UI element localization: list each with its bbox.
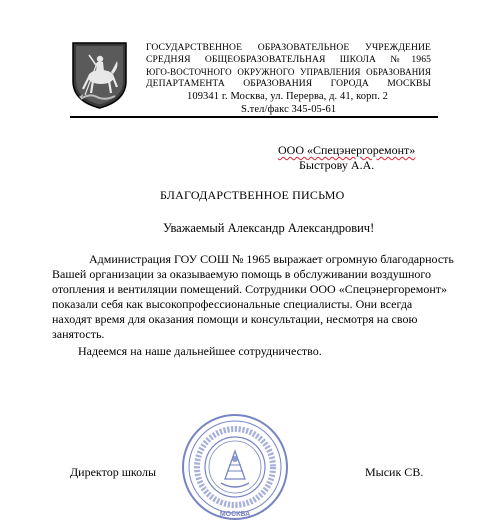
recipient-person: Быстрову А.А. <box>299 158 375 172</box>
letter-title: БЛАГОДАРСТВЕННОЕ ПИСЬМО <box>160 188 345 202</box>
body-line-3: отопления и вентиляции помещений. Сотрудники ООО «Спецэнергоремонт» <box>52 282 447 296</box>
body-line-4: показали себя как высокопрофессиональные специалисты. Они всегда <box>52 297 413 311</box>
school-header-line-2: СРЕДНЯЯ ОБЩЕОБРАЗОВАТЕЛЬНАЯ ШКОЛА №1965 <box>146 54 431 65</box>
recipient-organization: ООО «Спецэнергоремонт» <box>278 143 416 157</box>
signature-name: Мысик СВ. <box>365 465 424 479</box>
school-header-line-4: ДЕПАРТАМЕНТА ОБРАЗОВАНИЯ ГОРОДА МОСКВЫ <box>146 78 431 89</box>
body-closing-line: Надеемся на наше дальнейшее сотрудничество. <box>78 344 322 358</box>
official-stamp-icon <box>181 413 289 521</box>
school-header-line-1: ГОСУДАРСТВЕННОЕ ОБРАЗОВАТЕЛЬНОЕ УЧРЕЖДЕНИЕ <box>146 42 431 53</box>
school-address: 109341 г. Москва, ул. Перерва, д. 41, корп. 2 <box>187 91 389 102</box>
letter-greeting: Уважаемый Александр Александрович! <box>163 221 375 235</box>
body-line-2: Вашей организации за оказываемую помощь в обслуживании воздушного <box>52 267 432 281</box>
school-phone: S.тел/факс 345-05-61 <box>241 104 337 115</box>
moscow-coat-of-arms-icon <box>71 41 128 110</box>
header-divider <box>70 116 438 118</box>
stamp-text: МОСКВА <box>219 511 251 518</box>
signature-position: Директор школы <box>70 465 157 479</box>
body-line-1: Администрация ГОУ СОШ № 1965 выражает огромную благодарность <box>89 252 454 266</box>
school-header-line-3: ЮГО-ВОСТОЧНОГО ОКРУЖНОГО УПРАВЛЕНИЯ ОБРАЗОВАНИЯ <box>146 67 431 77</box>
body-line-5: находят время для оказания помощи и консультации, несмотря на свою <box>52 312 418 326</box>
body-line-6: занятость. <box>52 327 105 341</box>
